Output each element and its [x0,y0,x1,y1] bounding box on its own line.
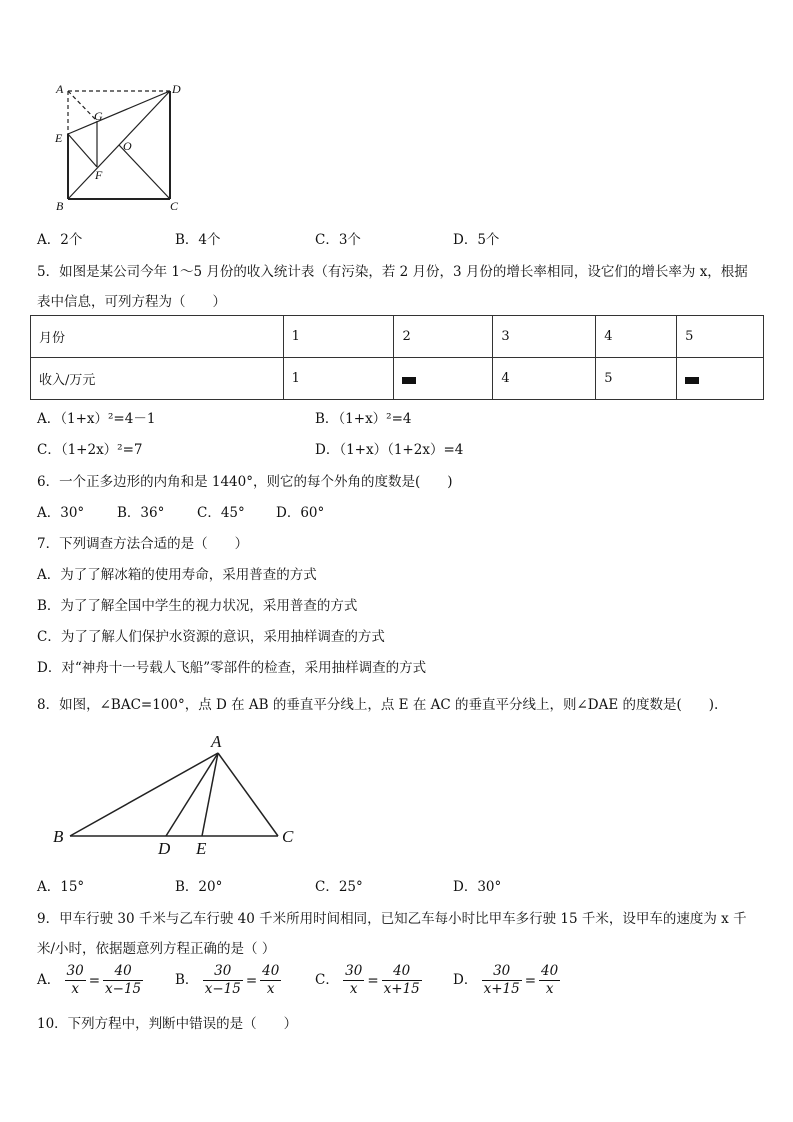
label-d: D [172,82,181,96]
fraction: $\frac{30}{x+15}$ [483,963,520,997]
square-figure [50,78,190,214]
option-letter: D． [453,972,478,988]
fraction: $\frac{30}{x-15}$ [204,963,241,997]
q5-income-table [30,315,764,400]
q9-option-c[interactable]: C． $\frac{30}{x}$ = $\frac{40}{x+15}$ [315,963,420,997]
fraction: $\frac{40}{x+15}$ [383,963,420,997]
q5-option-a[interactable]: A．（1+x）²=4－1 [37,411,156,427]
segment-ag [68,91,97,121]
q7-option-d[interactable]: D．对“神舟十一号载人飞船”零部件的检查，采用抽样调查的方式 [37,660,427,676]
side-ac [218,753,278,836]
option-letter: B． [175,972,199,988]
label-f: F [95,168,103,182]
table-cell: 3 [493,316,596,358]
label-g: G [94,109,103,123]
q8-option-c[interactable]: C．25° [315,879,363,895]
option-letter: A． [37,972,61,988]
q7-option-a[interactable]: A．为了了解冰箱的使用寿命，采用普查的方式 [37,567,317,583]
table-cell-stained [394,358,493,400]
table-cell: 收入/万元 [31,358,284,400]
fraction: $\frac{30}{x}$ [66,963,84,997]
q4-option-a[interactable]: A．2个 [37,232,83,248]
q8-option-b[interactable]: B．20° [175,879,223,895]
label-a: A [56,82,64,96]
label-c: C [170,199,179,213]
q5-stem-line2: 表中信息，可列方程为（ ） [37,294,226,310]
label-a: A [211,732,222,751]
q6-option-c[interactable]: C．45° [197,505,245,521]
segment-oc [119,145,170,199]
q9-stem-line2: 米/小时，依据题意列方程正确的是（ ） [37,941,276,957]
q9-option-a[interactable]: A． $\frac{30}{x}$ = $\frac{40}{x-15}$ [37,963,142,997]
q8-stem: 8．如图，∠BAC=100°，点 D 在 AB 的垂直平分线上，点 E 在 AC 的垂直平分线上，则∠DAE 的度数是( ). [37,697,719,713]
q4-option-c[interactable]: C．3个 [315,232,361,248]
table-row [31,316,764,358]
ink-stain [402,377,416,384]
q9-option-b[interactable]: B． $\frac{30}{x-15}$ = $\frac{40}{x}$ [175,963,280,997]
q5-option-b[interactable]: B．（1+x）²=4 [315,411,412,427]
q5-option-c[interactable]: C．（1+2x）²=7 [37,442,143,458]
q6-option-a[interactable]: A．30° [37,505,85,521]
table-cell-stained [677,358,764,400]
q5-stem-line1: 5．如图是某公司今年 1～5 月份的收入统计表（有污染，若 2 月份，3 月份的增长率相同，设它们的增长率为 x，根据 [37,264,748,280]
q5-option-d[interactable]: D．（1+x）（1+2x）=4 [315,442,464,458]
table-cell: 4 [493,358,596,400]
triangle-figure [50,730,310,860]
fraction: $\frac{30}{x}$ [345,963,363,997]
table-cell: 1 [283,358,394,400]
segment-ef [68,134,97,167]
table-cell: 1 [283,316,394,358]
table-cell: 2 [394,316,493,358]
label-d: D [158,839,171,858]
side-ab [70,753,218,836]
table-cell: 5 [596,358,677,400]
fraction: $\frac{40}{x}$ [541,963,559,997]
option-letter: C． [315,972,339,988]
table-cell: 5 [677,316,764,358]
q7-stem: 7．下列调查方法合适的是（ ） [37,536,249,552]
table-cell: 4 [596,316,677,358]
q4-option-d[interactable]: D．5个 [453,232,500,248]
q6-option-d[interactable]: D．60° [276,505,325,521]
label-e: E [196,839,207,858]
label-b: B [53,827,64,846]
label-b: B [56,199,64,213]
q7-option-b[interactable]: B．为了了解全国中学生的视力状况，采用普查的方式 [37,598,358,614]
q8-option-a[interactable]: A．15° [37,879,85,895]
ink-stain [685,377,699,384]
q7-option-c[interactable]: C．为了了解人们保护水资源的意识，采用抽样调查的方式 [37,629,385,645]
label-o: O [123,139,132,153]
fraction: $\frac{40}{x}$ [262,963,280,997]
label-e: E [55,131,63,145]
q9-option-d[interactable]: D． $\frac{30}{x+15}$ = $\frac{40}{x}$ [453,963,559,997]
fraction: $\frac{40}{x-15}$ [105,963,142,997]
q10-stem: 10．下列方程中，判断中错误的是（ ） [37,1016,298,1032]
q6-stem: 6．一个正多边形的内角和是 1440°，则它的每个外角的度数是( ) [37,474,453,490]
segment-ed [68,91,170,134]
table-cell: 月份 [31,316,284,358]
table-row [31,358,764,400]
q4-option-b[interactable]: B．4个 [175,232,221,248]
q9-stem-line1: 9．甲车行驶 30 千米与乙车行驶 40 千米所用时间相同，已知乙车每小时比甲车多行驶 15 千米，设甲车的速度为 x 千 [37,911,747,927]
q8-option-d[interactable]: D．30° [453,879,502,895]
label-c: C [282,827,294,846]
q6-option-b[interactable]: B．36° [117,505,165,521]
